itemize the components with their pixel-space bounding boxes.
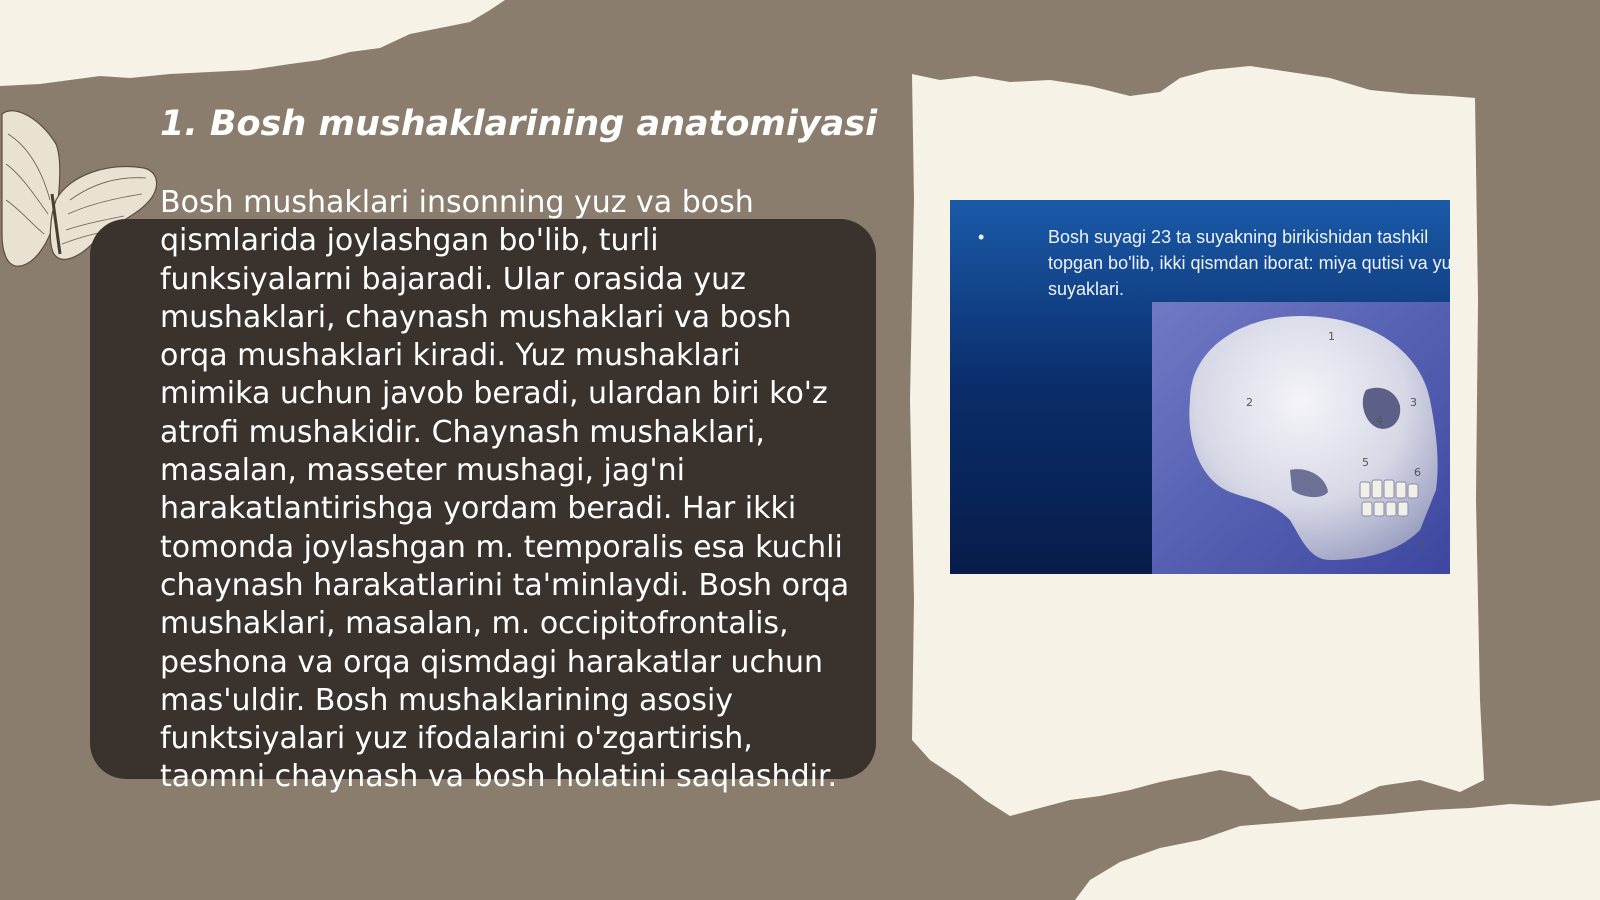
slide-title: 1. Bosh mushaklarining anatomiyasi <box>160 104 878 144</box>
figure-caption: Bosh suyagi 23 ta suyakning birikishidan tashkil topgan bo'lib, ikki qismdan iborat: miya qutisi va yuz suyaklari. <box>1048 227 1461 299</box>
skull-label-5: 5 <box>1362 456 1369 469</box>
skull-label-6: 6 <box>1414 466 1421 479</box>
caption-bullet: • <box>978 227 985 247</box>
skull-label-7: 7 <box>1418 540 1425 553</box>
skull-label-1: 1 <box>1328 330 1335 343</box>
skull-label-2: 2 <box>1246 396 1253 409</box>
bottom-right-paper <box>1075 800 1600 900</box>
body-paragraph: Bosh mushaklari insonning yuz va bosh qismlarida joylashgan bo'lib, turli funksiyalarni bajaradi. Ular orasida yuz mushaklari, chaynash mushaklari va bosh orqa mushaklari kiradi. Yuz mushaklari mimika uchun javob beradi, ulardan biri ko'z atrofi mushakidir. Chaynash mushaklari, masalan, masseter mushagi, jag'ni harakatlantirishga yordam beradi. Har ikki tomonda joylashgan m. temporalis esa kuchli chaynash harakatlarini ta'minlaydi. Bosh orqa mushaklari, masalan, m. occipitofrontalis, peshona va orqa qismdagi harakatlar uchun mas'uldir. Bosh mushaklarining asosiy funktsiyalari yuz ifodalarini o'zgartirish, taomni chaynash va bosh holatini saqlashdir. <box>160 185 850 795</box>
skull-label-4: 4 <box>1376 414 1383 427</box>
top-left-paper <box>0 0 505 86</box>
skull-label-3: 3 <box>1410 396 1417 409</box>
